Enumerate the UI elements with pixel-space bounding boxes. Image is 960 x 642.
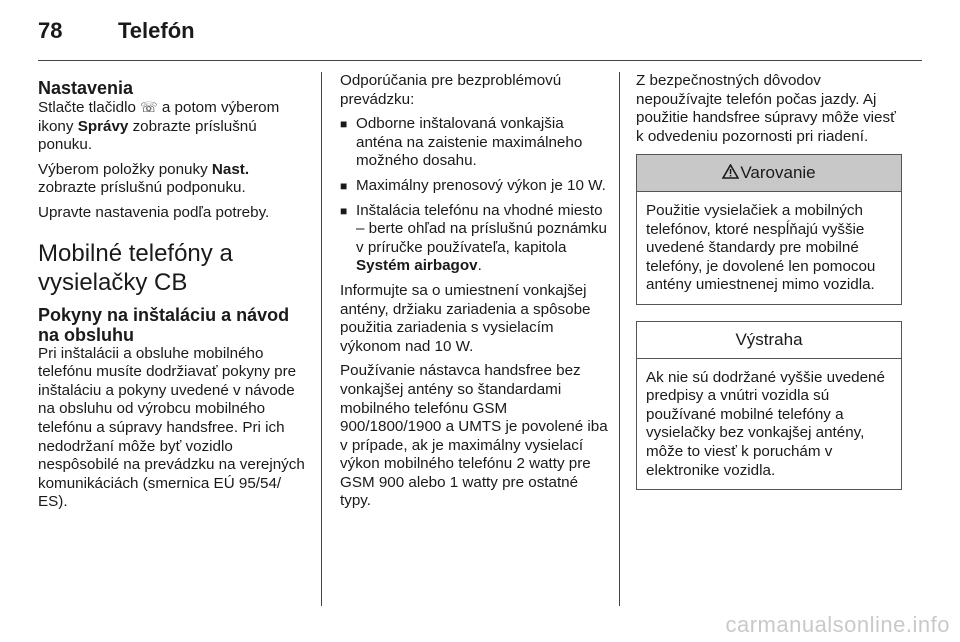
column-2 bbox=[340, 72, 608, 517]
paragraph-settings-3: Upravte nastavenia podľa potreby. bbox=[38, 203, 270, 221]
caution-box-text: Ak nie sú dodržané vyššie uvedené predpisy a vnútri vozidla sú používané mobilné telefóny a vysielačky bez vonkajšej antény, môže to viesť k poruchám v elektronike vozidla. bbox=[646, 368, 885, 479]
paragraph-settings-2: Výberom položky ponuky Nast. zobrazte príslušnú podponuku. bbox=[38, 160, 250, 197]
list-item: ■ Maximálny prenosový výkon je 10 W. bbox=[340, 176, 606, 194]
paragraph-installation: Pri inštalácii a obsluhe mobilného telefónu musíte dodržiavať pokyny pre inštaláciu a pokyny uvedené v návode na obsluhu od výrobcu mobilného telefónu a súpravy handsfree. Pri ich nedodržaní môže byť vozidlo nespôsobilé na prevádzku na verejných komunikáciách (smernica EÚ 95/54/ ES). bbox=[38, 344, 305, 511]
warning-box-title: Varovanie bbox=[637, 155, 901, 192]
bullet-icon: ■ bbox=[340, 178, 348, 193]
warning-box-text: Použitie vysielačiek a mobilných telefónov, ktoré nespĺňajú vyššie uvedené štandardy pre mobilné telefóny, je dovolené len pomocou antény umiestnenej mimo vozidla. bbox=[646, 201, 876, 294]
phone-icon: ☏ bbox=[140, 99, 158, 115]
page-number: 78 bbox=[38, 18, 63, 43]
column-3 bbox=[636, 72, 902, 490]
bullet-icon: ■ bbox=[340, 117, 348, 132]
list-item: ■ Inštalácia telefónu na vhodné miesto – berte ohľad na príslušnú poznámku v príručke používateľa, kapitola Systém airbagov. bbox=[340, 201, 607, 275]
recommendation-list bbox=[340, 115, 608, 276]
paragraph-settings-1: Stlačte tlačidlo ☏ a potom výberom ikony Správy zobrazte príslušnú ponuku. bbox=[38, 99, 280, 154]
paragraph-handsfree: Používanie nástavca handsfree bez vonkajšej antény so štandardami mobilného telefónu GSM 900/1800/1900 a UMTS je povolené iba v prípade, ak je maximálny vysielací výkon mobilného telefónu 2 watty pre GSM 900 alebo 1 watty pre ostatné typy. bbox=[340, 362, 608, 510]
paragraph-safety: Z bezpečnostných dôvodov nepoužívajte telefón počas jazdy. Aj použitie handsfree súpravy môže viesť k odvedeniu pozornosti pri riadení. bbox=[636, 72, 896, 145]
bullet-icon: ■ bbox=[340, 203, 348, 218]
column-divider-2 bbox=[619, 72, 620, 606]
list-item: ■ Odborne inštalovaná vonkajšia anténa na zaistenie maximálneho možného dosahu. bbox=[340, 115, 583, 170]
column-divider-1 bbox=[321, 72, 322, 606]
watermark: carmanualsonline.info bbox=[725, 612, 950, 637]
column-1 bbox=[38, 72, 310, 518]
paragraph-antenna: Informujte sa o umiestnení vonkajšej antény, držiaku zariadenia a spôsobe použitia zariadenia s vysielacím výkonom nad 10 W. bbox=[340, 281, 591, 355]
warning-box bbox=[636, 154, 902, 305]
heading-settings: Nastavenia bbox=[38, 78, 134, 98]
chapter-title: Telefón bbox=[118, 18, 195, 43]
caution-box-title: Výstraha bbox=[637, 322, 901, 359]
heading-mobile-phones: Mobilné telefóny a vysielačky CB bbox=[38, 239, 233, 296]
page-header bbox=[38, 18, 922, 58]
caution-box bbox=[636, 321, 902, 490]
paragraph-recommendations: Odporúčania pre bezproblémovú prevádzku: bbox=[340, 72, 562, 108]
header-divider bbox=[38, 60, 922, 61]
warning-triangle-icon bbox=[722, 164, 739, 179]
heading-installation: Pokyny na inštaláciu a návod na obsluhu bbox=[38, 304, 290, 345]
